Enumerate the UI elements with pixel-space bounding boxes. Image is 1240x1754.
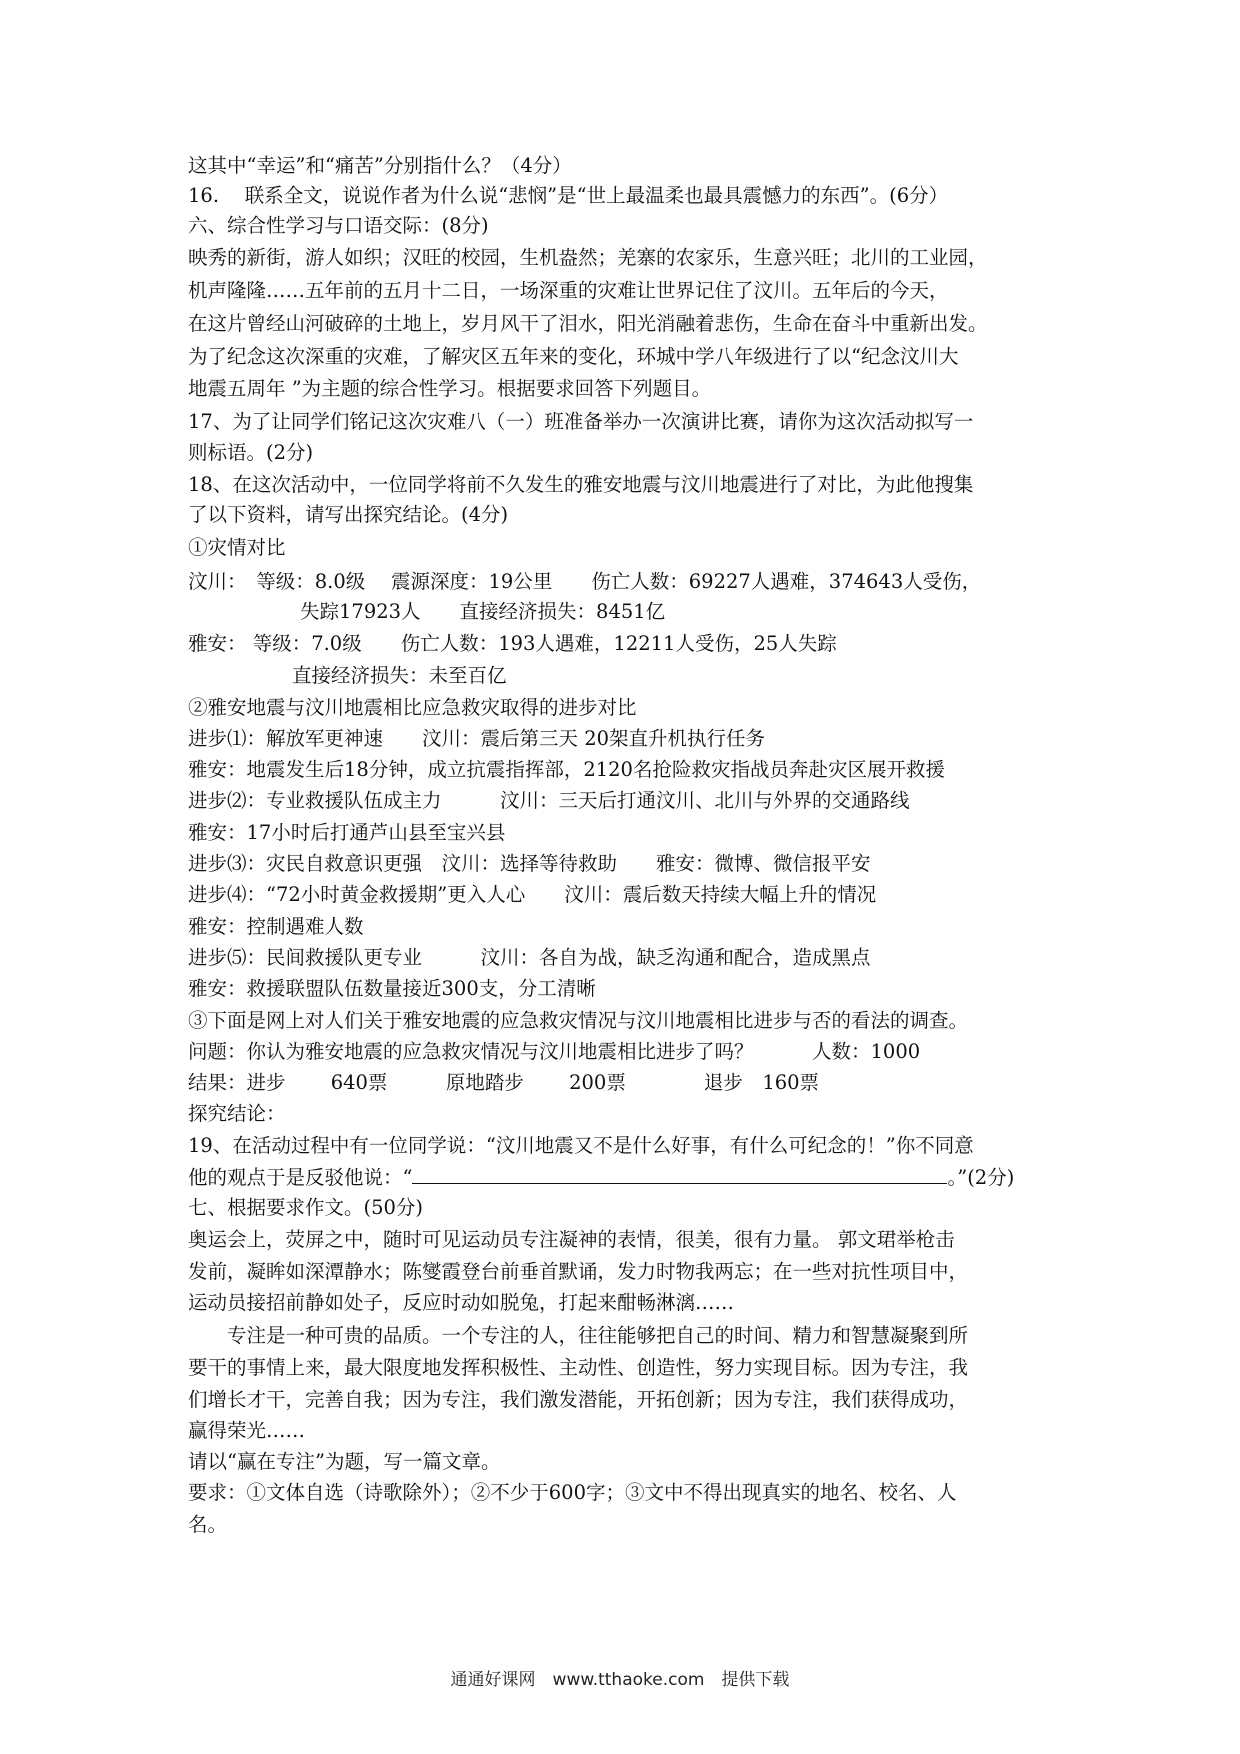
q19-suffix: 。”(2分) — [947, 1166, 1015, 1189]
essay-text-line: 奥运会上，荧屏之中，随时可见运动员专注凝神的表情，很美，很有力量。 郭文珺举枪击 — [188, 1228, 955, 1251]
section-6-heading: 六、综合性学习与口语交际：(8分) — [188, 214, 489, 237]
survey-results: 结果：进步 640票 原地踏步 200票 退步 160票 — [188, 1071, 820, 1094]
progress-line: 雅安：救援联盟队伍数量接近300支，分工清晰 — [188, 977, 596, 1000]
progress-line: 进步⑷：“72小时黄金救援期”更入人心 汶川：震后数天持续大幅上升的情况 — [188, 883, 877, 906]
progress-line: 雅安：控制遇难人数 — [188, 915, 364, 938]
essay-text-line: 专注是一种可贵的品质。一个专注的人，往往能够把自己的时间、精力和智慧凝聚到所 — [188, 1324, 969, 1347]
progress-line: 进步⑵：专业救援队伍成主力 汶川：三天后打通汶川、北川与外界的交通路线 — [188, 789, 910, 812]
question-19-line-2 — [188, 1161, 1014, 1194]
text-line: 则标语。(2分) — [188, 441, 314, 464]
yaan-data-line-2: 直接经济损失：未至百亿 — [292, 664, 507, 687]
progress-line: 雅安：17小时后打通芦山县至宝兴县 — [188, 821, 506, 844]
yaan-data-line-1: 雅安： 等级：7.0级 伤亡人数：193人遇难，12211人受伤，25人失踪 — [188, 632, 837, 655]
wenchuan-data-line-1: 汶川： 等级：8.0级 震源深度：19公里 伤亡人数：69227人遇难，374643人受伤， — [188, 570, 982, 593]
essay-prompt: 请以“赢在专注”为题，写一篇文章。 — [188, 1450, 501, 1473]
section-7-heading: 七、根据要求作文。(50分) — [188, 1196, 424, 1219]
essay-requirements-cont: 名。 — [188, 1513, 228, 1536]
q19-prefix: 他的观点于是反驳他说：“ — [188, 1166, 413, 1189]
text-line: 这其中“幸运”和“痛苦”分别指什么？（4分） — [188, 154, 572, 177]
disaster-compare-heading: ①灾情对比 — [188, 536, 286, 559]
conclusion-label: 探究结论： — [188, 1102, 286, 1125]
essay-text-line: 要干的事情上来，最大限度地发挥积极性、主动性、创造性，努力实现目标。因为专注，我 — [188, 1356, 969, 1379]
progress-line: 进步⑸：民间救援队更专业 汶川：各自为战，缺乏沟通和配合，造成黑点 — [188, 946, 871, 969]
progress-line: 雅安：地震发生后18分钟，成立抗震指挥部，2120名抢险救灾指战员奔赴灾区展开救援 — [188, 758, 945, 781]
question-19: 19、在活动过程中有一位同学说：“汶川地震又不是什么好事，有什么可纪念的！”你不同意 — [188, 1134, 974, 1157]
progress-line: 进步⑶：灾民自救意识更强 汶川：选择等待救助 雅安：微博、微信报平安 — [188, 852, 871, 875]
progress-line: 进步⑴：解放军更神速 汶川：震后第三天 20架直升机执行任务 — [188, 727, 766, 750]
answer-blank[interactable] — [412, 1161, 947, 1184]
essay-requirements: 要求：①文体自选（诗歌除外）；②不少于600字；③文中不得出现真实的地名、校名、人 — [188, 1481, 957, 1504]
essay-text-line: 运动员接招前静如处子，反应时动如脱兔，打起来酣畅淋漓…… — [188, 1291, 735, 1314]
essay-text-line: 们增长才干，完善自我；因为专注，我们激发潜能，开拓创新；因为专注，我们获得成功， — [188, 1388, 969, 1411]
question-18: 18、在这次活动中，一位同学将前不久发生的雅安地震与汶川地震进行了对比，为此他搜集 — [188, 473, 974, 496]
text-line: 为了纪念这次深重的灾难，了解灾区五年来的变化，环城中学八年级进行了以“纪念汶川大 — [188, 345, 959, 368]
text-line: 了以下资料，请写出探究结论。(4分) — [188, 503, 509, 526]
page-footer: 通通好课网 www.tthaoke.com 提供下载 — [450, 1670, 790, 1690]
survey-intro: ③下面是网上对人们关于雅安地震的应急救灾情况与汶川地震相比进步与否的看法的调查。 — [188, 1009, 969, 1032]
text-line: 机声隆隆……五年前的五月十二日，一场深重的灾难让世界记住了汶川。五年后的今天， — [188, 279, 949, 302]
wenchuan-data-line-2: 失踪17923人 直接经济损失：8451亿 — [300, 600, 666, 623]
question-17: 17、为了让同学们铭记这次灾难八（一）班准备举办一次演讲比赛，请你为这次活动拟写一 — [188, 410, 974, 433]
essay-text-line: 发前，凝眸如深潭静水；陈燮霞登台前垂首默诵，发力时物我两忘；在一些对抗性项目中， — [188, 1260, 969, 1283]
text-line: 在这片曾经山河破碎的土地上，岁月风干了泪水，阳光消融着悲伤，生命在奋斗中重新出发。 — [188, 312, 988, 335]
text-line: 映秀的新街，游人如织；汉旺的校园，生机盎然；羌寨的农家乐，生意兴旺；北川的工业园， — [188, 246, 988, 269]
essay-text-line: 赢得荣光…… — [188, 1419, 306, 1442]
survey-question: 问题：你认为雅安地震的应急救灾情况与汶川地震相比进步了吗？ 人数：1000 — [188, 1040, 921, 1063]
text-line: 地震五周年 ”为主题的综合性学习。根据要求回答下列题目。 — [188, 377, 712, 400]
progress-heading: ②雅安地震与汶川地震相比应急救灾取得的进步对比 — [188, 696, 637, 719]
question-16: 16. 联系全文，说说作者为什么说“悲悯”是“世上最温柔也最具震憾力的东西”。(6分） — [188, 184, 949, 207]
